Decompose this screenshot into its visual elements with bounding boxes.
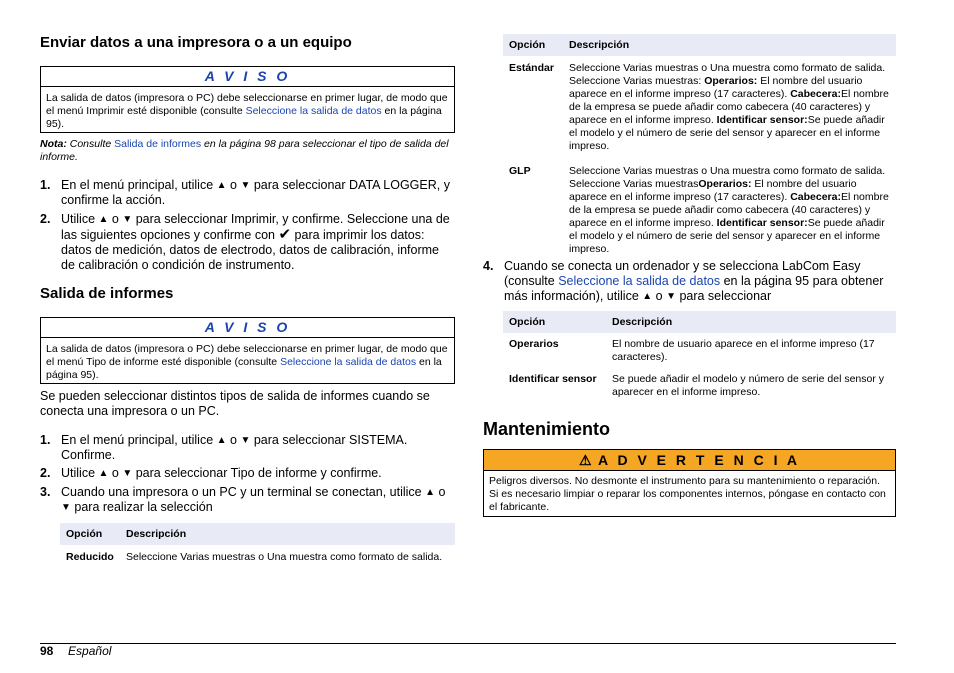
- note-pre: Consulte: [66, 138, 115, 150]
- down-arrow-icon: ▼: [240, 435, 251, 446]
- step-text-post: para seleccionar DATA LOGGER, y confirme la acción.: [61, 178, 450, 207]
- section-heading-maintenance: Mantenimiento: [483, 419, 611, 439]
- table-cell-option: GLP: [509, 165, 531, 177]
- field-label: Cabecera:: [790, 191, 841, 203]
- column-header-option: Opción: [503, 311, 606, 333]
- description-text: El nombre de la empresa se puede añadir como cabecera (40 caracteres) y aparece en el informe impreso.: [569, 191, 889, 229]
- step-text-post: para seleccionar SISTEMA. Confirme.: [61, 433, 408, 462]
- step-text: [61, 485, 455, 515]
- footer-language: Español: [68, 644, 112, 658]
- step-text-post: para realizar la selección: [70, 500, 213, 514]
- table-header-row: [503, 311, 896, 333]
- table-cell-description: Se puede añadir el modelo y número de serie del sensor y aparecer en el informe impreso.: [612, 373, 884, 398]
- table-cell-option: Estándar: [509, 62, 554, 74]
- notice-text-post: en la página 95).: [46, 356, 442, 381]
- step-text: [61, 178, 455, 208]
- step-text-pre: Utilice: [61, 212, 99, 226]
- notice-text: [41, 87, 454, 135]
- field-label: Cabecera:: [790, 88, 841, 100]
- warning-box: [483, 449, 896, 517]
- table-row: [503, 56, 896, 165]
- step-number: 2.: [40, 466, 51, 480]
- step-text: [504, 259, 896, 304]
- field-label: Operarios:: [698, 178, 752, 190]
- notice-text-post: en la página 95).: [46, 105, 442, 130]
- note-label: Nota:: [40, 138, 67, 150]
- link-data-output[interactable]: Seleccione la salida de datos: [245, 105, 382, 117]
- step-text-pre: Utilice: [61, 466, 99, 480]
- table-cell-description: [563, 56, 896, 165]
- step-text: [61, 433, 455, 463]
- up-arrow-icon: ▲: [642, 291, 653, 302]
- table-row: [503, 333, 896, 373]
- step-text-pre: Cuando se conecta un ordenador y se selecciona LabCom Easy (consulte: [504, 259, 861, 288]
- table-row: [60, 545, 455, 564]
- labcom-options-table: [503, 311, 896, 399]
- table-cell-option: Operarios: [509, 338, 559, 350]
- table-cell-description: Seleccione Varias muestras o Una muestra como formato de salida.: [126, 551, 443, 563]
- step-text: [61, 466, 455, 481]
- warning-triangle-icon: ⚠: [579, 452, 592, 468]
- column-header-option: Opción: [503, 34, 563, 56]
- format-options-table: [503, 34, 896, 256]
- table-cell-option: Identificar sensor: [509, 373, 597, 385]
- description-text: Se puede añadir el modelo y el número de serie del sensor y aparecer en el informe impreso.: [569, 217, 885, 255]
- notice-text-pre: La salida de datos (impresora o PC) debe seleccionarse en primer lugar, de modo que el menú Imprimir esté disponible (consulte: [46, 92, 448, 117]
- step-number: 2.: [40, 212, 51, 226]
- description-text: Se puede añadir el modelo y el número de serie del sensor y aparecer en el informe impreso.: [569, 114, 885, 152]
- description-text: El nombre de la empresa se puede añadir como cabecera (40 caracteres) y aparece en el informe impreso.: [569, 88, 889, 126]
- notice-box: [40, 317, 455, 384]
- up-arrow-icon: ▲: [216, 180, 227, 191]
- step-number: 3.: [40, 485, 51, 499]
- notice-text-pre: La salida de datos (impresora o PC) debe seleccionarse en primer lugar, de modo que el menú Tipo de informe esté disponible (consulte: [46, 343, 448, 368]
- step-text-post: para seleccionar Tipo de informe y confirme.: [132, 466, 382, 480]
- field-label: Identificar sensor:: [716, 217, 808, 229]
- step-text-mid: o: [435, 485, 446, 499]
- up-arrow-icon: ▲: [425, 487, 435, 498]
- step-text-mid: o: [226, 178, 241, 192]
- step-text-post2: para imprimir los datos: datos de medición, datos de electrodo, datos de calibración, informe de calibración o condición de instrumento.: [61, 228, 440, 272]
- report-options-table: [60, 523, 455, 564]
- step-number: 1.: [40, 178, 51, 192]
- note-post: en la página 98 para seleccionar el tipo de salida del informe.: [40, 138, 449, 163]
- up-arrow-icon: ▲: [98, 214, 109, 225]
- warning-label-bar: [484, 450, 895, 471]
- warning-label: A D V E R T E N C I A: [597, 452, 800, 468]
- column-header-description: Descripción: [563, 34, 896, 56]
- step-text-post: para seleccionar Imprimir, y confirme. Seleccione una de las siguientes opciones y confirme con: [61, 212, 450, 242]
- section-heading-report-output: Salida de informes: [40, 285, 174, 302]
- up-arrow-icon: ▲: [216, 435, 227, 446]
- description-text: Seleccione Varias muestras o Una muestra como formato de salida. Seleccione Varias muestras: [569, 165, 886, 190]
- table-header-row: [60, 523, 455, 545]
- link-report-output[interactable]: Salida de informes: [114, 138, 202, 150]
- step-text-pre: Cuando una impresora o un PC y un terminal se conectan, utilice: [61, 485, 426, 499]
- notice-box: [40, 66, 455, 133]
- up-arrow-icon: ▲: [98, 468, 109, 479]
- step-text-pre: En el menú principal, utilice: [61, 178, 217, 192]
- down-arrow-icon: ▼: [61, 502, 71, 513]
- checkmark-icon: ✔: [278, 226, 292, 243]
- table-cell-description: [563, 165, 896, 256]
- table-header-row: [503, 34, 896, 56]
- section-heading-send-data: Enviar datos a una impresora o a un equipo: [40, 34, 352, 51]
- notice-label: A V I S O: [41, 67, 454, 87]
- warning-text: Peligros diversos. No desmonte el instrumento para su mantenimiento o reparación. Si es necesario limpiar o reparar los componentes internos, póngase en contacto con el fabricante.: [489, 475, 886, 513]
- step-number: 1.: [40, 433, 51, 447]
- down-arrow-icon: ▼: [240, 180, 251, 191]
- down-arrow-icon: ▼: [122, 214, 133, 225]
- down-arrow-icon: ▼: [122, 468, 133, 479]
- step-text-pre: En el menú principal, utilice: [61, 433, 217, 447]
- notice-text: [41, 338, 454, 386]
- link-data-output[interactable]: Seleccione la salida de datos: [280, 356, 417, 368]
- step-text-mid: o: [226, 433, 241, 447]
- note-paragraph: [40, 138, 455, 164]
- table-cell-option: Reducido: [66, 551, 114, 563]
- description-text: El nombre del usuario aparece en el informe impreso (17 caracteres).: [569, 178, 857, 203]
- table-row: [503, 373, 896, 399]
- step-text-mid: o: [108, 466, 123, 480]
- table-row: [503, 165, 896, 256]
- page-number: 98: [40, 644, 54, 658]
- step-text-end: para seleccionar: [675, 289, 772, 303]
- step-text-mid: o: [108, 212, 123, 226]
- field-label: Operarios:: [704, 75, 758, 87]
- down-arrow-icon: ▼: [666, 291, 676, 302]
- step-number: 4.: [483, 259, 494, 273]
- description-text: El nombre del usuario aparece en el informe impreso (17 caracteres).: [569, 75, 863, 100]
- step-text: [61, 212, 455, 273]
- step-text-mid: o: [652, 289, 667, 303]
- footer-divider: [40, 643, 896, 644]
- page-footer: [40, 644, 111, 659]
- intro-paragraph: Se pueden seleccionar distintos tipos de salida de informes cuando se conecta una impresora o un PC.: [40, 389, 430, 418]
- column-header-option: Opción: [60, 523, 120, 545]
- column-header-description: Descripción: [120, 523, 455, 545]
- notice-label: A V I S O: [41, 318, 454, 338]
- field-label: Identificar sensor:: [716, 114, 808, 126]
- step-text-post: en la página 95 para obtener más información), utilice: [504, 274, 884, 303]
- link-data-output[interactable]: Seleccione la salida de datos: [558, 274, 721, 288]
- table-cell-description: El nombre de usuario aparece en el informe impreso (17 caracteres).: [612, 338, 875, 363]
- description-text: Seleccione Varias muestras o Una muestra como formato de salida. Seleccione Varias muestras:: [569, 62, 886, 87]
- column-header-description: Descripción: [606, 311, 896, 333]
